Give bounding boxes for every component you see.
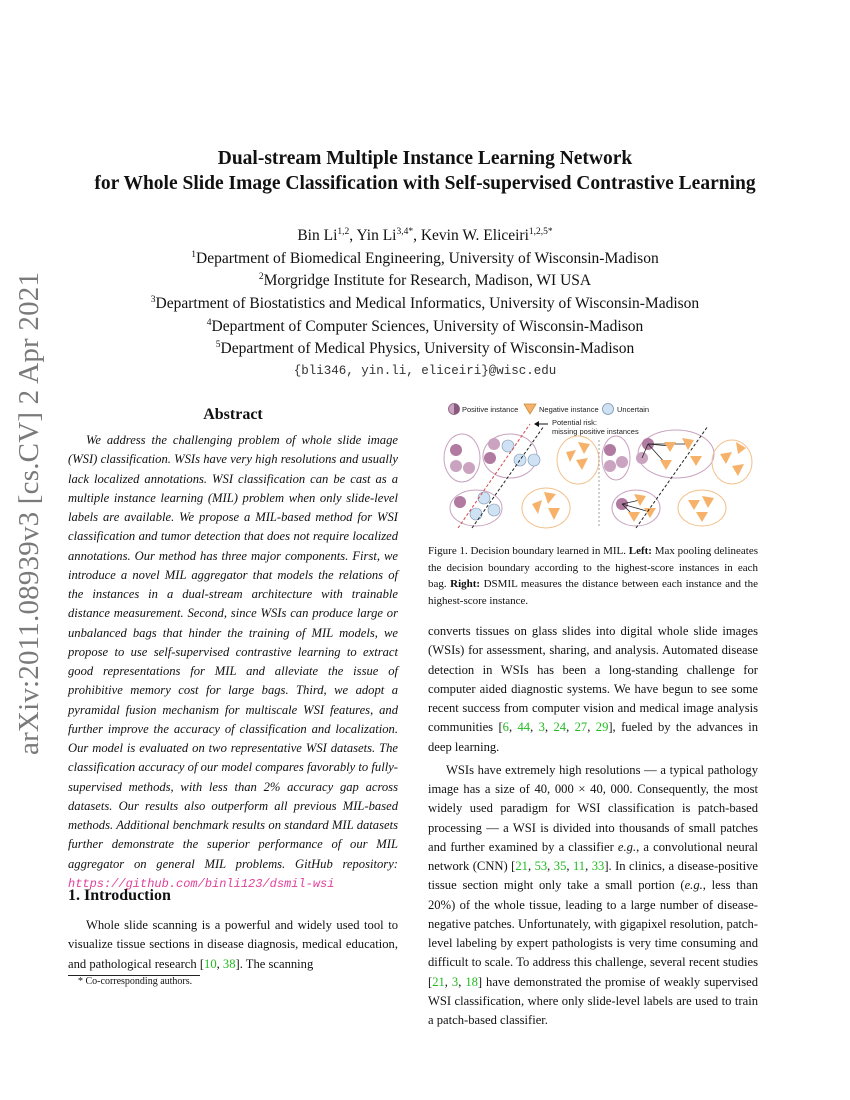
affiliation bbox=[0, 336, 850, 359]
section-heading-introduction: 1. Introduction bbox=[68, 887, 171, 904]
legend-uncertain-label: Uncertain bbox=[617, 405, 650, 414]
author-3: Kevin W. Eliceiri bbox=[420, 227, 529, 245]
risk-label-1: Potential risk: bbox=[552, 418, 598, 427]
caption-label: Figure 1. bbox=[428, 545, 468, 557]
negative-instance bbox=[688, 500, 700, 510]
intro-paragraph bbox=[68, 916, 398, 974]
negative-instance bbox=[736, 442, 746, 454]
positive-instance bbox=[604, 444, 616, 456]
bag-outline bbox=[638, 430, 714, 478]
risk-label-2: missing positive instances bbox=[552, 427, 639, 436]
affiliation-text: Department of Biostatistics and Medical Informatics, University of Wisconsin-Madison bbox=[155, 295, 700, 313]
citation-link[interactable]: 38 bbox=[222, 956, 236, 971]
figure-1-diagram bbox=[440, 400, 758, 532]
legend-negative-label: Negative instance bbox=[539, 405, 599, 414]
risk-arrow-head bbox=[534, 421, 539, 427]
author-1-sup: 1,2 bbox=[337, 227, 350, 237]
affiliation bbox=[0, 268, 850, 291]
legend-uncertain-icon bbox=[603, 404, 614, 415]
citation-link[interactable]: 21 bbox=[432, 974, 445, 989]
footnote: * Co-corresponding authors. bbox=[78, 976, 193, 987]
author-1: Bin Li bbox=[297, 227, 338, 245]
legend bbox=[449, 404, 650, 415]
citation-link[interactable]: 18 bbox=[465, 974, 478, 989]
bag-outline bbox=[712, 440, 752, 484]
positive-instance bbox=[488, 438, 500, 450]
caption-text: Decision boundary learned in MIL. bbox=[467, 545, 629, 557]
affiliation-text: Morgridge Institute for Research, Madison, WI USA bbox=[263, 272, 592, 290]
author-block bbox=[0, 223, 850, 381]
affiliation-sup: 2 bbox=[258, 272, 264, 283]
positive-instance bbox=[454, 496, 466, 508]
affiliation bbox=[0, 314, 850, 337]
citation-link[interactable]: 27 bbox=[574, 720, 588, 735]
citation-link[interactable]: 53 bbox=[534, 859, 548, 873]
title-line-2: for Whole Slide Image Classification with Self-supervised Contrastive Learning bbox=[94, 173, 756, 194]
title-line-1: Dual-stream Multiple Instance Learning Network bbox=[217, 148, 633, 169]
paragraph-text: , less than 20%) of the whole tissue, leading to a large number of disease-negative patches. Unfortunately, with gigapixel resolution, patch-level labeling by expert pathologists is very time consuming and difficult to scale. To address this challenge, several recent studies [ bbox=[428, 878, 758, 989]
negative-instance bbox=[664, 442, 676, 452]
right-column-body bbox=[428, 622, 758, 1030]
positive-instance bbox=[604, 460, 616, 472]
positive-instance bbox=[463, 462, 475, 474]
affiliation-text: Department of Medical Physics, University of Wisconsin-Madison bbox=[220, 340, 635, 358]
caption-right-label: Right: bbox=[450, 578, 481, 590]
citation-link[interactable]: 10 bbox=[204, 956, 217, 971]
paragraph-text: ] have demonstrated the promise of weakly supervised WSI classification, where only slide-level labels are used to train a patch-based classifier. bbox=[428, 974, 759, 1027]
right-paragraph-2: WSIs have extremely high resolutions — a typical pathology image has a size of 40, 000 × 40, 000. Consequently, the most widely used paradigm for WSI classification is patch-based processing — a WSI is divided into thousands of small patches and further examined by a classifier e.g., a convolutional neural network (CNN) [21, 53, 35, 11, 33]. In clinics, a disease-positive tissue section might only take a small portion (e.g., less than 20%) of the whole tissue, leading to a large number of disease-negative patches. Unfortunately, with gigapixel resolution, patch-level labeling by expert pathologists is very time consuming and difficult to scale. To address this challenge, several recent studies [21, 3, 18] have demonstrated the promise of weakly supervised WSI classification, where only slide-level labels are used to train a patch-based classifier. bbox=[428, 762, 759, 1027]
bag-outline bbox=[444, 434, 480, 482]
intro-text-tail: ]. The scanning bbox=[235, 956, 314, 971]
negative-instance bbox=[732, 464, 744, 476]
citation-link[interactable]: 3 bbox=[538, 720, 545, 735]
eg-abbrev: e.g. bbox=[684, 878, 703, 893]
negative-instance bbox=[544, 492, 556, 504]
affiliation bbox=[0, 291, 850, 314]
caption-text: DSMIL measures the distance between each instance and the highest-score instance. bbox=[428, 578, 758, 607]
arxiv-stamp: arXiv:2011.08939v3 [cs.CV] 2 Apr 2021 bbox=[13, 271, 45, 755]
abstract-text: We address the challenging problem of whole slide image (WSI) classification. WSIs have very high resolutions and usually lack localized annotations. WSI classification can be cast as a multiple instance learning (MIL) problem when only slide-level labels are available. We propose a MIL-based method for WSI classification and tumor detection that does not require localized annotations. Our method has three major components. First, we introduce a novel MIL aggregator that models the relations of the instances in a dual-stream architecture with trainable distance measurement. Second, since WSIs can produce large or unbalanced bags that hinder the training of MIL models, we propose to use self-supervised contrastive learning to extract good representations for MIL and alleviate the issue of prohibitive memory cost for large bags. Third, we adopt a pyramidal fusion mechanism for multiscale WSI features, and further improve the accuracy of classification and localization. Our model is evaluated on two representative WSI datasets. The classification accuracy of our model compares favorably to fully-supervised methods, with less than 2% accuracy gap across datasets. Our results also outperform all previous MIL-based methods. Additional benchmark results on standard MIL datasets further demonstrate the superior performance of our MIL aggregator on general MIL problems. GitHub repository: bbox=[68, 433, 398, 871]
negative-instance bbox=[660, 460, 672, 470]
citation-link[interactable]: 24 bbox=[553, 720, 567, 735]
uncertain-instance bbox=[528, 454, 540, 466]
affiliation-sup: 5 bbox=[215, 340, 221, 351]
author-2: Yin Li bbox=[356, 227, 397, 245]
uncertain-instance bbox=[470, 508, 482, 520]
negative-instance bbox=[702, 496, 714, 508]
caption-left-label: Left: bbox=[628, 545, 652, 557]
citation-link[interactable]: 35 bbox=[553, 859, 567, 873]
right-paragraph-1: converts tissues on glass slides into digital whole slide images (WSIs) for assessment, sharing, and analysis. Automated disease detection in WSIs has been a long-standing challenge for computer aided diagnostic systems. We have begun to see some recent success from computer vision and medical image analysis communities [6, 44, 3, 24, 27, 29], fueled by the advances in deep learning. bbox=[428, 624, 759, 754]
paragraph-text: converts tissues on glass slides into digital whole slide images (WSIs) for assessment, sharing, and analysis. Automated disease detection in WSIs has been a long-standing challenge for computer aided diagnostic systems. We have begun to see some recent success from computer vision and medical image analysis communities [ bbox=[428, 624, 758, 735]
legend-positive-label: Positive instance bbox=[462, 405, 519, 414]
author-emails: {bli346, yin.li, eliceiri}@wisc.edu bbox=[293, 363, 557, 378]
citation-link[interactable]: 29 bbox=[595, 720, 609, 735]
affiliation-sup: 3 bbox=[150, 294, 156, 305]
paragraph-text: ]. In clinics, a disease-positive tissue section might only take a small portion ( bbox=[428, 859, 759, 893]
affiliation-text: Department of Biomedical Engineering, University of Wisconsin-Madison bbox=[196, 249, 659, 267]
citation-link[interactable]: 44 bbox=[517, 720, 531, 735]
affiliation-sup: 1 bbox=[191, 249, 197, 260]
negative-instance bbox=[628, 512, 640, 522]
caption-text: Max pooling delineates the decision boundary according to the highest-score instances in each bag. bbox=[428, 545, 758, 590]
citation-link[interactable]: 6 bbox=[502, 720, 509, 735]
github-link[interactable]: https://github.com/binli123/dsmil-wsi bbox=[68, 876, 335, 891]
legend-negative-icon bbox=[524, 404, 536, 414]
abstract-heading: Abstract bbox=[203, 406, 263, 423]
affiliation-sup: 4 bbox=[206, 317, 212, 328]
abstract-body bbox=[68, 431, 398, 894]
citation-link[interactable]: 21 bbox=[515, 859, 528, 873]
author-names: Bin Li$^{1,2}$, Yin $Li^{3,4*}$, Kevin W. Eliceiri$^{1,2,5*}$ bbox=[297, 227, 553, 245]
positive-instance bbox=[484, 452, 496, 464]
positive-instance bbox=[450, 460, 462, 472]
uncertain-instance bbox=[488, 504, 500, 516]
figure-1-caption bbox=[428, 543, 758, 609]
paragraph-text: ], fueled by the advances in deep learning. bbox=[428, 720, 759, 754]
negative-instance bbox=[578, 442, 590, 454]
negative-instance bbox=[548, 508, 560, 520]
positive-instance bbox=[450, 444, 462, 456]
uncertain-instance bbox=[514, 454, 526, 466]
affiliation-text: Department of Computer Sciences, University of Wisconsin-Madison bbox=[211, 317, 644, 335]
citation-link[interactable]: 3 bbox=[451, 974, 459, 989]
paragraph-text: WSIs have extremely high resolutions — a typical pathology image has a size of 40, 000 × 40, 000. Consequently, the most widely used paradigm for WSI classification is patch-based processing — a WSI is divided into thousands of small patches and further examined by a classifier bbox=[428, 762, 758, 854]
negative-instance bbox=[634, 494, 646, 506]
negative-instance bbox=[690, 456, 702, 466]
positive-instance bbox=[616, 456, 628, 468]
negative-instance bbox=[576, 458, 588, 470]
eg-abbrev: e.g. bbox=[617, 839, 637, 854]
citation-link[interactable]: 11 bbox=[572, 859, 586, 873]
author-2-sup: 3,4* bbox=[396, 227, 414, 237]
intro-text: Whole slide scanning is a powerful and widely used tool to visualize tissue sections in disease diagnosis, medical education, and pathological research [ bbox=[68, 918, 398, 971]
negative-instance bbox=[566, 450, 576, 462]
citation-sep: , bbox=[216, 956, 223, 971]
negative-instance bbox=[696, 512, 708, 522]
citation-link[interactable]: 33 bbox=[591, 859, 605, 873]
paragraph-text: , a convolutional neural network (CNN) [ bbox=[428, 839, 759, 873]
negative-instance bbox=[644, 508, 656, 518]
uncertain-instance bbox=[478, 492, 490, 504]
negative-instance bbox=[720, 452, 732, 464]
paper-title bbox=[0, 146, 850, 196]
author-3-sup: 1,2,5* bbox=[528, 227, 553, 237]
legend-positive-half bbox=[454, 404, 460, 415]
negative-instance bbox=[532, 500, 542, 514]
affiliation bbox=[0, 246, 850, 269]
uncertain-instance bbox=[502, 440, 514, 452]
